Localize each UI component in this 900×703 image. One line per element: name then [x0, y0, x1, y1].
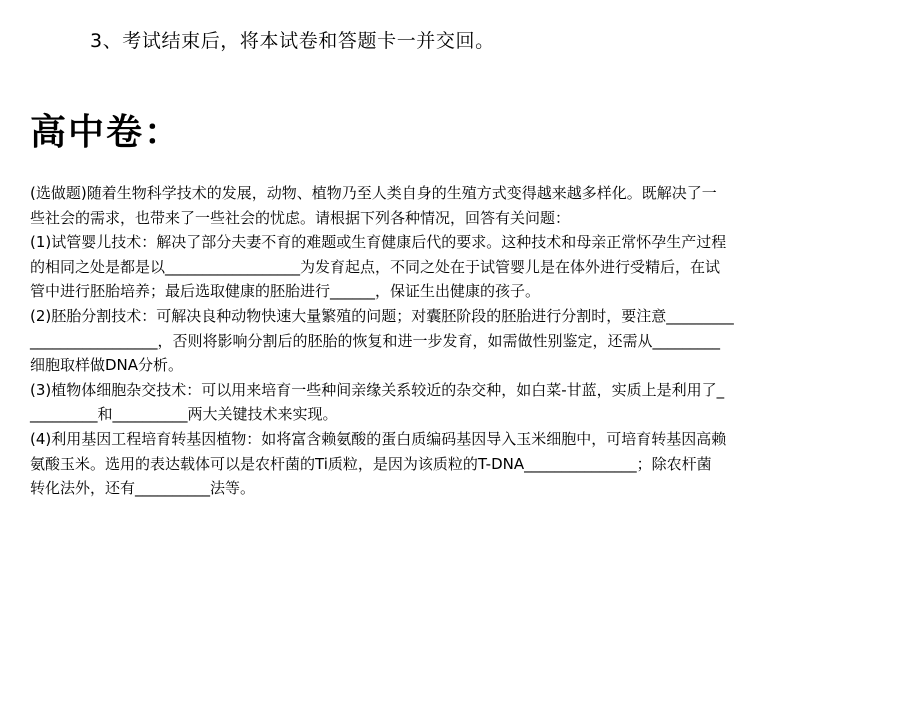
section-title: 高中卷： [30, 112, 183, 153]
question-line: 些社会的需求，也带来了一些社会的忧虑。请根据下列各种情况，回答有关问题： [30, 208, 571, 227]
question-line: 管中进行胚胎培养；最后选取健康的胚胎进行______，保证生出健康的孩子。 [30, 282, 541, 301]
question-line: _________________，否则将影响分割后的胚胎的恢复和进一步发育，如需做性别鉴定，还需从_________ [30, 331, 721, 350]
question-line: (4)利用基因工程培育转基因植物：如将富含赖氨酸的蛋白质编码基因导入玉米细胞中，可培育转基因高赖 [30, 429, 727, 448]
question-line: 转化法外，还有__________法等。 [30, 479, 256, 498]
question-line: (1)试管婴儿技术：解决了部分夫妻不育的难题或生育健康后代的要求。这种技术和母亲正常怀孕生产过程 [30, 233, 727, 252]
question-line: _________和__________两大关键技术来实现。 [30, 405, 338, 424]
question-line: (3)植物体细胞杂交技术：可以用来培育一些种间亲缘关系较近的杂交种，如白菜-甘蓝，实质上是利用了_ [30, 380, 725, 399]
question-line: 的相同之处是都是以__________________为发育起点，不同之处在于试管婴儿是在体外进行受精后，在试 [30, 257, 721, 276]
question-line: 氨酸玉米。选用的表达载体可以是农杆菌的Ti质粒，是因为该质粒的T-DNA_______________；除农杆菌 [30, 454, 712, 473]
exam-instruction-item-3: 3、考试结束后，将本试卷和答题卡一并交回。 [90, 30, 495, 52]
question-line: (2)胚胎分割技术：可解决良种动物快速大量繁殖的问题；对囊胚阶段的胚胎进行分割时，要注意_________ [30, 306, 734, 325]
question-line: 细胞取样做DNA分析。 [30, 356, 184, 375]
question-block [30, 181, 880, 501]
question-line: (选做题)随着生物科学技术的发展，动物、植物乃至人类自身的生殖方式变得越来越多样化。既解决了一 [30, 184, 717, 202]
